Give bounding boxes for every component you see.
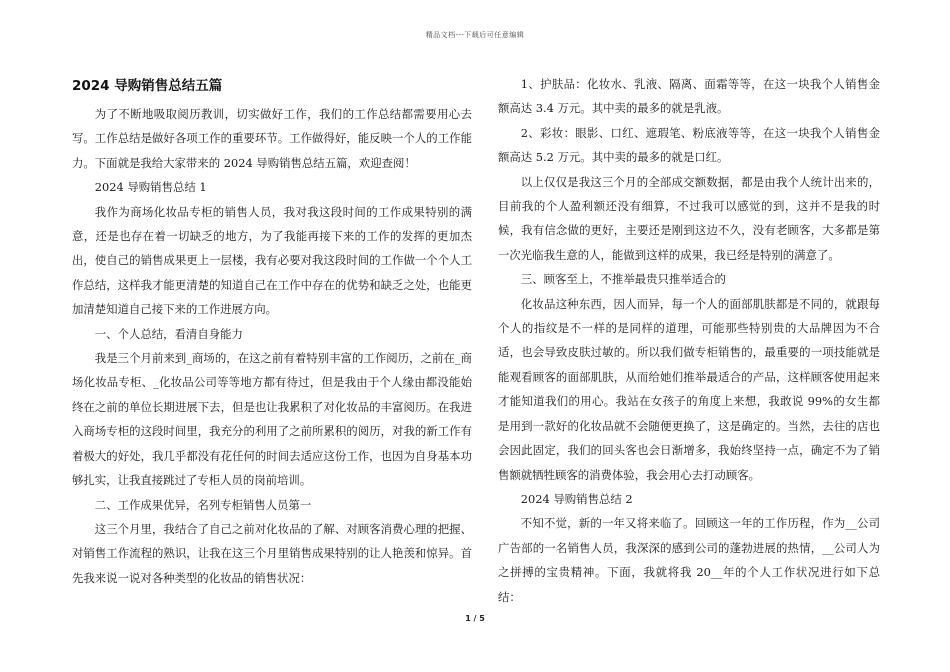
page-header-note: 精品文档---下载后可任意编辑 — [425, 31, 525, 39]
document-title: 2024 导购销售总结五篇 — [72, 78, 223, 94]
section-heading: 2024 导购销售总结 1 — [94, 180, 207, 195]
body-paragraph: 不知不觉，新的一年又将来临了。回顾这一年的工作历程，作为__公司广告部的一名销售人员，我深深的感到公司的蓬勃进展的热情，__公司人为之拼搏的宝贵精神。下面，我就将我 20__年的个人工作状况进行如下总结： — [498, 516, 880, 604]
subsection-heading: 一、个人总结，看清自身能力 — [94, 326, 243, 341]
list-item-paragraph: 1、护肤品：化妆水、乳液、隔离、面霜等等，在这一块我个人销售金额高达 3.4 万元。其中卖的最多的就是乳液。 — [498, 77, 880, 116]
body-paragraph: 以上仅仅是我这三个月的全部成交额数据，都是由我个人统计出来的，目前我的个人盈利额还没有细算，不过我可以感觉的到，这并不是我的时候，我有信念做的更好，主要还是刚到这边不久，没有老顾客，大多都是第一次光临我生意的人，能做到这样的成果，我已经是特别的满意了。 — [498, 174, 880, 262]
page-number: 1 / 5 — [465, 614, 485, 623]
section-heading: 2024 导购销售总结 2 — [520, 491, 633, 506]
body-paragraph: 这三个月里，我结合了自己之前对化妆品的了解、对顾客消费心理的把握、对销售工作流程的熟识，让我在这三个月里销售成果特别的让人艳羡和惊异。首先我来说一说对各种类型的化妆品的销售状况： — [72, 521, 472, 585]
intro-paragraph: 为了不断地吸取阅历教训，切实做好工作，我们的工作总结都需要用心去写。工作总结是做好各项工作的重要环节。工作做得好，能反映一个人的工作能力。下面就是我给大家带来的 2024 导购销售总结五篇，欢迎查阅！ — [72, 107, 472, 170]
subsection-heading: 二、工作成果优异，名列专柜销售人员第一 — [94, 497, 312, 512]
list-item-paragraph: 2、彩妆：眼影、口红、遮瑕笔、粉底液等等，在这一块我个人销售金额高达 5.2 万元。其中卖的最多的就是口红。 — [498, 125, 880, 165]
body-paragraph: 化妆品这种东西，因人而异，每一个人的面部肌肤都是不同的，就跟每个人的指纹是不一样的是同样的道理，可能那些特别贵的大品牌因为不合适，也会导致皮肤过敏的。所以我们做专柜销售的，最重要的一项技能就是能观看顾客的面部肌肤，从而给她们推举最适合的产品，这样顾客使用起来才能知道我们的用心。我站在女孩子的角度上来想，我敢说 99%的女生都是用到一款好的化妆品就不会随便更换了，这是确定的。当然，去往的店也会因此固定，我们的回头客也会日渐增多，我始终坚持一点，确定不为了销售额就牺牲顾客的消费体验，我会用心去打动顾客。 — [498, 296, 880, 482]
body-paragraph: 我作为商场化妆品专柜的销售人员，我对我这段时间的工作成果特别的满意，还是也存在着一切缺乏的地方，为了我能再接下来的工作的发挥的更加杰出，使自己的销售成果更上一层楼，我有必要对我这段时间的工作做一个个人工作总结，这样我才能更清楚的知道自己在工作中存在的优势和缺乏之处，也能更加清楚知道自己接下来的工作进展方向。 — [72, 204, 472, 317]
subsection-heading: 三、顾客至上，不推举最贵只推举适合的 — [520, 272, 726, 287]
left-column — [72, 72, 472, 590]
body-paragraph: 我是三个月前来到_商场的，在这之前有着特别丰富的工作阅历，之前在_商场化妆品专柜、_化妆品公司等等地方都有待过，但是我由于个人缘由都没能始终在之前的单位长期进展下去，但是也让我累积了对化妆品的丰富阅历。在我进入商场专柜的这段时间里，我充分的利用了之前所累积的阅历，对我的新工作有着极大的好处，我几乎都没有花任何的时间去适应这份工作，也因为自身基本功够扎实，让我直接跳过了专柜人员的岗前培训。 — [72, 351, 472, 488]
right-column — [498, 72, 880, 609]
